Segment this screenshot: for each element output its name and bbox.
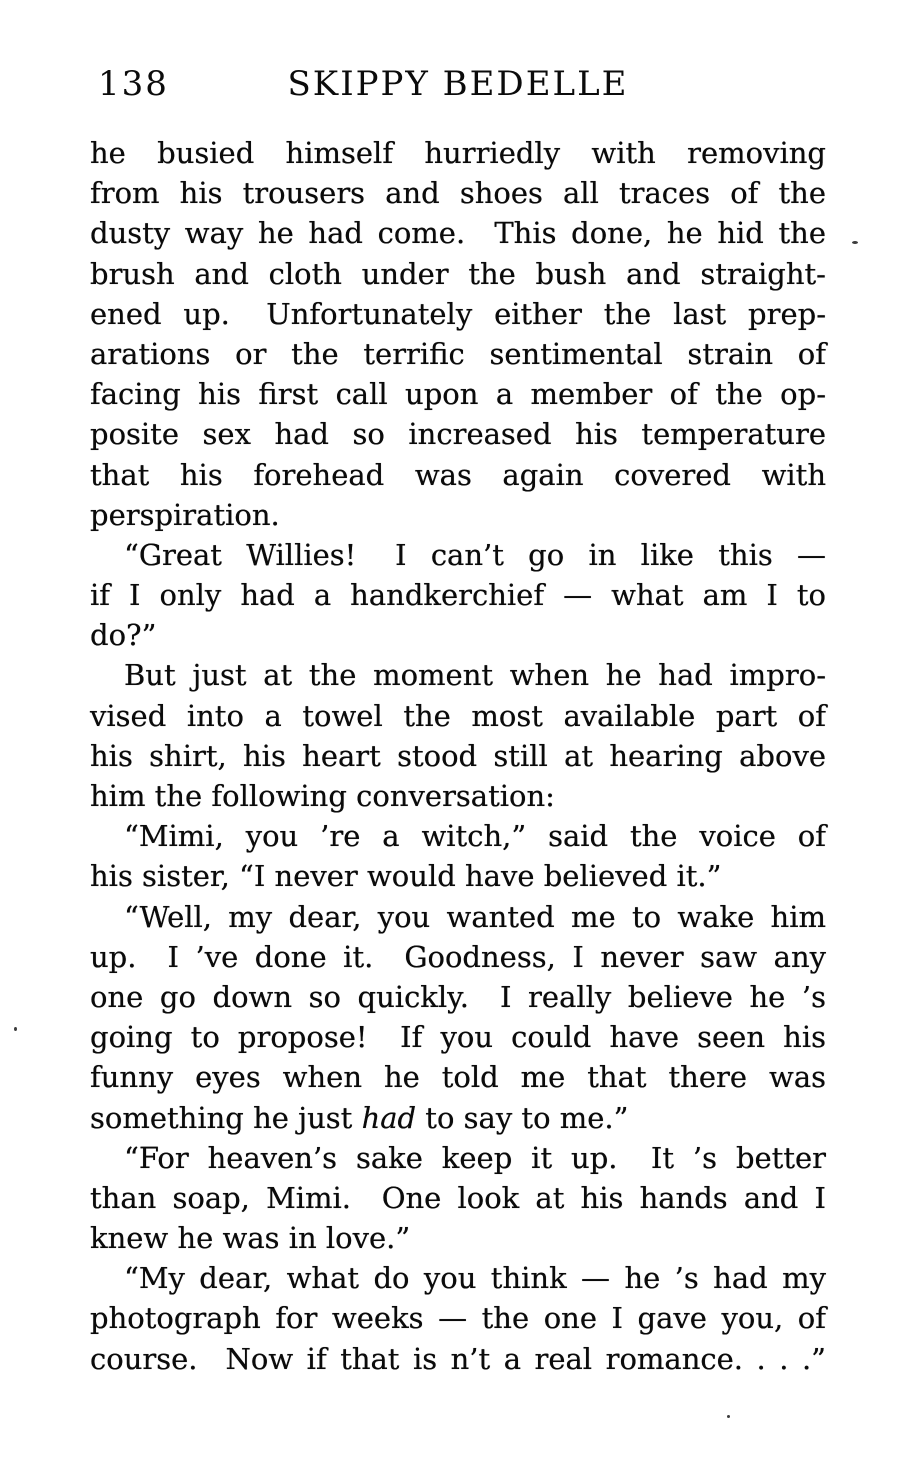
text-line: do?” [90, 618, 157, 653]
scan-speck [14, 1027, 17, 1031]
text-line: his shirt, his heart stood still at hearing above [90, 738, 826, 773]
text-line: course. Now if that is n’t a real romance. . . .” [90, 1341, 826, 1376]
text-line: photograph for weeks — the one I gave you, of [90, 1301, 826, 1336]
text-line: vised into a towel the most available part of [90, 698, 826, 733]
text-body [90, 133, 826, 1379]
running-title: SKIPPY BEDELLE [287, 64, 629, 104]
running-header [90, 66, 826, 108]
text-line: his sister, “I never would have believed it.” [90, 859, 722, 894]
text-line: something he just had to say to me.” [90, 1100, 629, 1135]
scan-speck [727, 1415, 730, 1418]
text-line: perspiration. [90, 497, 280, 532]
text-line: ened up. Unfortunately either the last prep- [90, 296, 826, 331]
text-line: “Great Willies! I can’t go in like this — [124, 537, 826, 572]
text-line: “For heaven’s sake keep it up. It ’s better [124, 1140, 826, 1175]
text-line: that his forehead was again covered with [90, 457, 826, 492]
text-line: from his trousers and shoes all traces of the [90, 176, 826, 211]
text-line: brush and cloth under the bush and straight- [90, 256, 826, 291]
text-line: “Well, my dear, you wanted me to wake him [124, 899, 826, 934]
text-line: posite sex had so increased his temperature [90, 417, 826, 452]
text-line: funny eyes when he told me that there was [90, 1060, 826, 1095]
text-line: up. I ’ve done it. Goodness, I never saw any [90, 939, 826, 974]
text-line: if I only had a handkerchief — what am I to [90, 578, 826, 613]
page-number: 138 [98, 64, 169, 104]
scan-speck [852, 241, 858, 244]
text-line: facing his first call upon a member of the op- [90, 377, 826, 412]
text-line: him the following conversation: [90, 779, 555, 813]
text-line: arations or the terrific sentimental strain of [90, 336, 826, 371]
text-line: one go down so quickly. I really believe he ’s [90, 979, 826, 1014]
text-line: But just at the moment when he had impro- [124, 658, 826, 693]
text-line: “Mimi, you ’re a witch,” said the voice of [124, 819, 826, 854]
text-line: “My dear, what do you think — he ’s had my [124, 1261, 826, 1296]
text-line: he busied himself hurriedly with removing [90, 136, 826, 170]
text-line: knew he was in love.” [90, 1221, 411, 1256]
text-line: going to propose! If you could have seen his [90, 1020, 826, 1055]
text-line: than soap, Mimi. One look at his hands and I [90, 1180, 826, 1215]
text-line: dusty way he had come. This done, he hid the [90, 216, 826, 251]
